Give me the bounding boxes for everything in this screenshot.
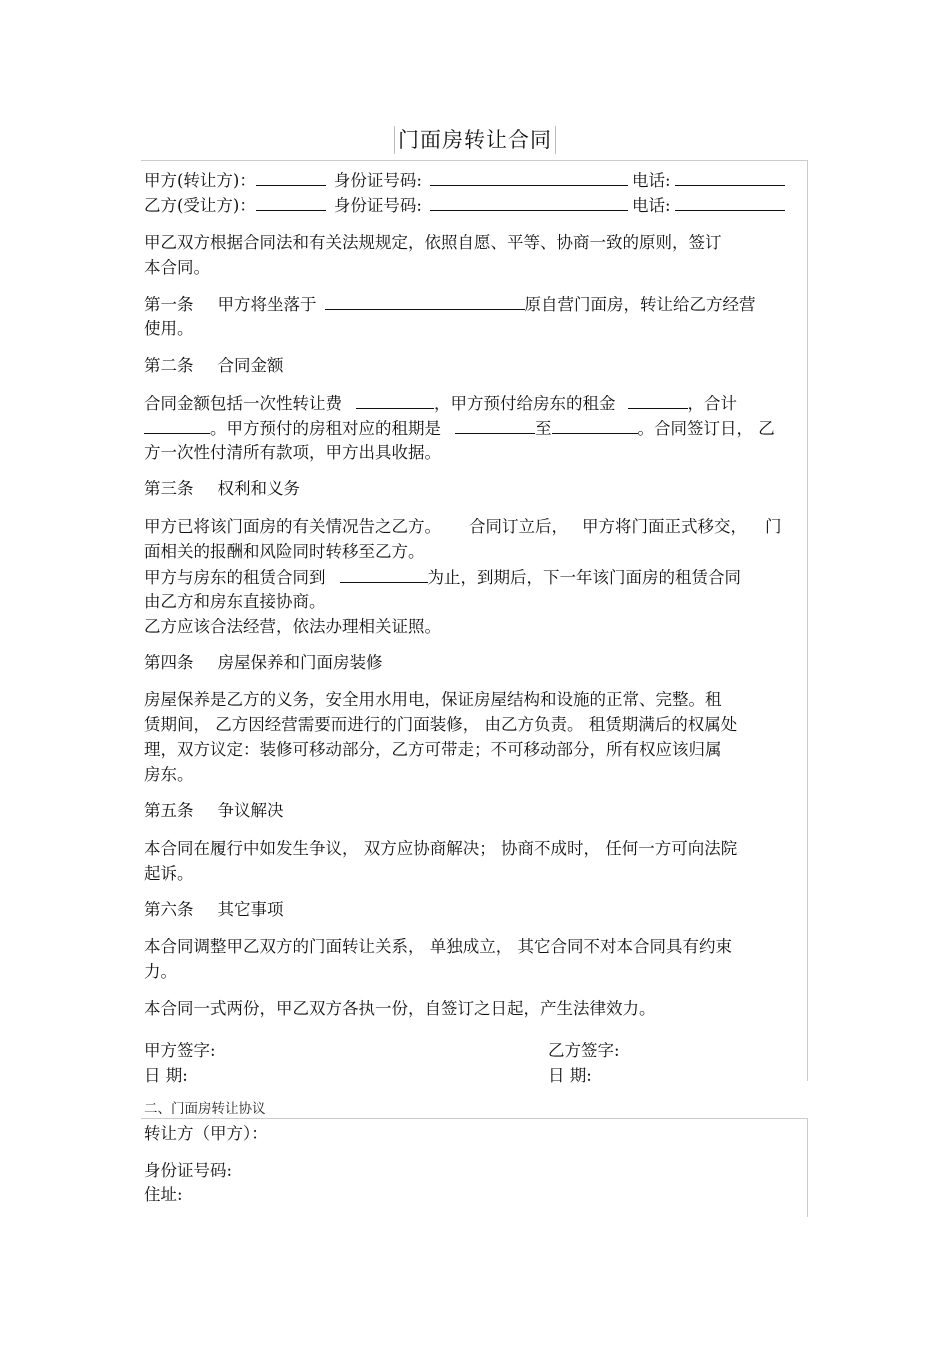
article-3-line-3: 甲方与房东的租赁合同到 为止，到期后，下一年该门面房的租赁合同: [144, 568, 741, 587]
closing-clause: 本合同一式两份，甲乙双方各执一份，自签订之日起，产生法律效力。: [144, 999, 656, 1018]
article-1-line-2: 使用。: [144, 319, 194, 338]
article-5-line-1: 本合同在履行中如发生争议， 双方应协商解决； 协商不成时， 任何一方可向法院: [144, 839, 738, 858]
party-a-date-label: 日 期:: [144, 1066, 188, 1085]
article-3-line-5: 乙方应该合法经营，依法办理相关证照。: [144, 617, 441, 636]
article-4-line-1: 房屋保养是乙方的义务，安全用水用电，保证房屋结构和设施的正常、完整。租: [144, 690, 722, 709]
section-2-heading: 二、门面房转让协议: [144, 1101, 266, 1117]
article-3-line-1: 甲方已将该门面房的有关情况告之乙方。 合同订立后， 甲方将门面正式移交， 门: [144, 517, 782, 536]
article-5-line-2: 起诉。: [144, 864, 194, 883]
article-6-line-1: 本合同调整甲乙双方的门面转让关系， 单独成立， 其它合同不对本合同具有约束: [144, 937, 732, 956]
article-4-line-2: 赁期间， 乙方因经营需要而进行的门面装修， 由乙方负责。 租赁期满后的权属处: [144, 715, 738, 734]
article-2-heading: 第二条 合同金额: [144, 356, 284, 375]
article-4-line-3: 理，双方议定：装修可移动部分，乙方可带走；不可移动部分，所有权应该归属: [144, 740, 722, 759]
article-2-line-1: 合同金额包括一次性转让费 ，甲方预付给房东的租金 ，合计: [144, 394, 737, 413]
party-a-line: 甲方(转让方)： 身份证号码: 电话:: [144, 170, 785, 191]
article-3-line-2: 面相关的报酬和风险同时转移至乙方。: [144, 542, 425, 561]
article-4-heading: 第四条 房屋保养和门面房装修: [144, 653, 383, 672]
party-b-signature-label: 乙方签字:: [548, 1041, 620, 1060]
id-number-label: 身份证号码:: [144, 1161, 233, 1180]
article-6-line-2: 力。: [144, 962, 177, 981]
party-a-signature-label: 甲方签字:: [144, 1041, 216, 1060]
article-2-line-3: 方一次性付清所有款项，甲方出具收据。: [144, 443, 441, 462]
transferor-label: 转让方（甲方）：: [144, 1124, 268, 1143]
article-2-line-2: 。甲方预付的房租对应的租期是 至 。合同签订日， 乙: [144, 418, 775, 439]
party-b-line: 乙方(受让方)： 身份证号码: 电话:: [144, 195, 785, 216]
party-b-date-label: 日 期:: [548, 1066, 592, 1085]
article-6-heading: 第六条 其它事项: [144, 900, 284, 919]
article-3-line-4: 由乙方和房东直接协商。: [144, 592, 326, 611]
page-title: 门面房转让合同: [0, 124, 950, 154]
address-label: 住址:: [144, 1185, 183, 1204]
article-1-line-1: 第一条 甲方将坐落于 原自营门面房，转让给乙方经营: [144, 295, 756, 314]
article-5-heading: 第五条 争议解决: [144, 801, 284, 820]
intro-line-2: 本合同。: [144, 258, 210, 277]
intro-line-1: 甲乙双方根据合同法和有关法规规定，依照自愿、平等、协商一致的原则，签订: [144, 233, 722, 252]
article-4-line-4: 房东。: [144, 765, 194, 784]
article-3-heading: 第三条 权利和义务: [144, 479, 300, 498]
